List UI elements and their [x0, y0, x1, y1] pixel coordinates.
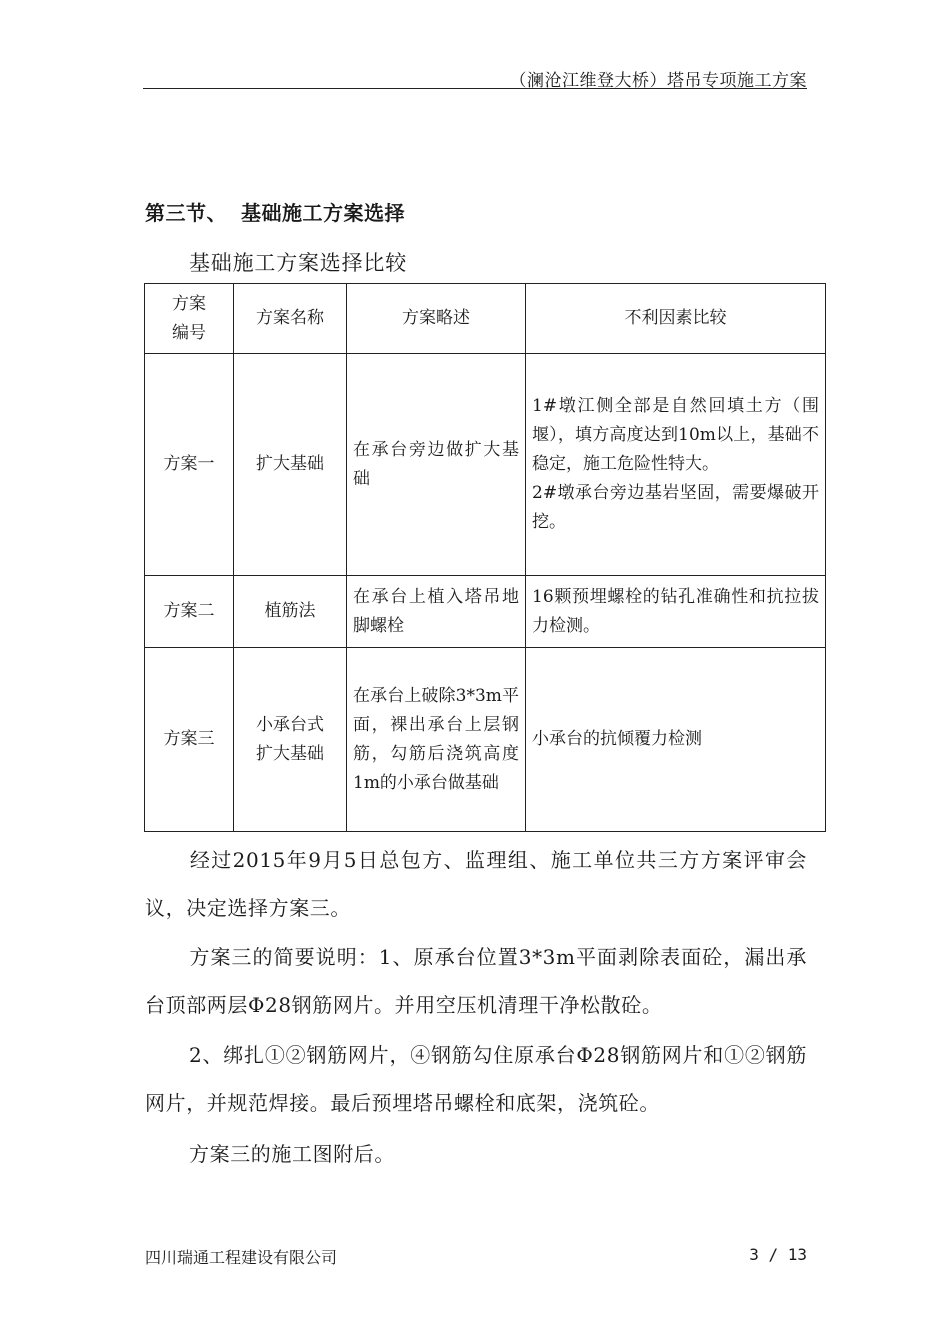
header-cell-disadvantage: 不利因素比较 — [526, 284, 826, 354]
row-id: 方案一 — [145, 354, 234, 576]
footer-company: 四川瑞通工程建设有限公司 — [145, 1248, 338, 1267]
row-name-line2: 扩大基础 — [256, 743, 324, 764]
table-row — [145, 648, 826, 832]
header-cell-name: 方案名称 — [234, 284, 347, 354]
row-name: 植筋法 — [234, 576, 347, 648]
paragraph-text: 方案三的施工图附后。 — [189, 1142, 395, 1166]
footer-page-number: 3 / 13 — [749, 1245, 807, 1264]
comparison-table — [144, 283, 826, 832]
section-title: 基础施工方案选择 — [241, 201, 405, 225]
row-name — [234, 648, 347, 832]
table-header-row — [145, 284, 826, 354]
row-disadvantage-2: 2#墩承台旁边基岩坚固，需要爆破开挖。 — [532, 483, 819, 532]
header-cell-summary: 方案略述 — [347, 284, 526, 354]
page-header-title: （澜沧江维登大桥）塔吊专项施工方案 — [509, 71, 807, 91]
row-id: 方案三 — [145, 648, 234, 832]
row-id: 方案二 — [145, 576, 234, 648]
paragraph-text: 方案三的简要说明：1、原承台位置3*3m平面剥除表面砼，漏出承台顶部两层Φ28钢筋网片。并用空压机清理干净松散砼。 — [145, 945, 807, 1017]
row-disadvantage — [526, 354, 826, 576]
paragraph-text: 2、绑扎①②钢筋网片，④钢筋勾住原承台Φ28钢筋网片和①②钢筋网片，并规范焊接。最后预埋塔吊螺栓和底架，浇筑砼。 — [145, 1043, 807, 1115]
paragraph-plan-three-description — [145, 933, 807, 1029]
paragraph-plan-three-steps — [145, 1031, 807, 1127]
paragraph-drawing-note — [145, 1130, 807, 1178]
section-number: 第三节、 — [145, 201, 227, 225]
paragraph-review-decision — [145, 836, 807, 932]
header-cell-id — [145, 284, 234, 354]
section-heading — [145, 197, 405, 226]
header-id-line1: 方案 — [172, 293, 206, 314]
row-summary: 在承台上破除3*3m平面，裸出承台上层钢筋，勾筋后浇筑高度1m的小承台做基础 — [347, 648, 526, 832]
header-divider — [143, 88, 807, 89]
row-summary: 在承台旁边做扩大基础 — [347, 354, 526, 576]
row-name-line1: 小承台式 — [256, 714, 324, 735]
table-row — [145, 576, 826, 648]
row-disadvantage-1: 1#墩江侧全部是自然回填土方（围堰），填方高度达到10m以上，基础不稳定，施工危险性特大。 — [532, 396, 819, 474]
header-id-line2: 编号 — [172, 322, 206, 343]
paragraph-text: 经过2015年9月5日总包方、监理组、施工单位共三方方案评审会议，决定选择方案三。 — [145, 848, 807, 920]
row-name: 扩大基础 — [234, 354, 347, 576]
row-summary: 在承台上植入塔吊地脚螺栓 — [347, 576, 526, 648]
table-caption: 基础施工方案选择比较 — [189, 251, 407, 275]
table-row — [145, 354, 826, 576]
row-disadvantage: 16颗预埋螺栓的钻孔准确性和抗拉拔力检测。 — [526, 576, 826, 648]
row-disadvantage: 小承台的抗倾覆力检测 — [526, 648, 826, 832]
